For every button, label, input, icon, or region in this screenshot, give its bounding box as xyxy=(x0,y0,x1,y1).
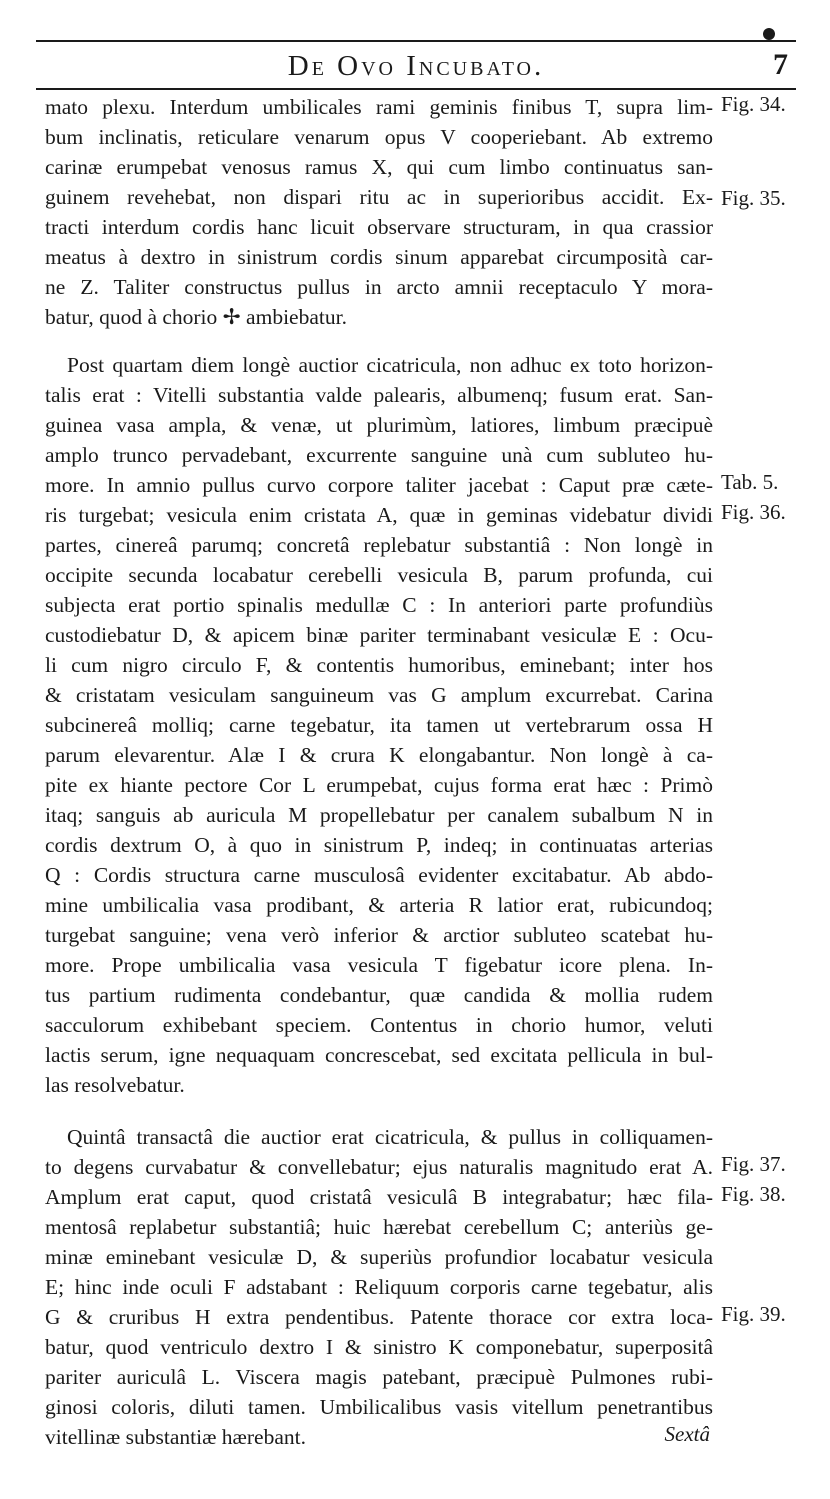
text-line: tus partium rudimenta condebantur, quæ candida & mollia rudem xyxy=(45,983,713,1007)
text-line: vitellinæ substantiæ hærebant. xyxy=(45,1425,306,1449)
text-line: partes, cinereâ parumq; concretâ replebatur substantiâ : Non longè in xyxy=(45,533,713,557)
text-line: meatus à dextro in sinistrum cordis sinum apparebat circumposità car- xyxy=(45,245,713,269)
text-line: ginosi coloris, diluti tamen. Umbilicalibus vasis vitellum penetrantibus xyxy=(45,1395,713,1419)
text-line: pite ex hiante pectore Cor L erumpebat, cujus forma erat hæc : Primò xyxy=(45,773,713,797)
text-line: parum elevarentur. Alæ I & crura K elongabantur. Non longè à ca- xyxy=(45,743,713,767)
margin-note-tab: Tab. 5. xyxy=(721,470,779,494)
header-rule-top xyxy=(36,40,796,42)
text-line: carinæ erumpebat venosus ramus X, qui cum limbo continuatus san- xyxy=(45,155,713,179)
text-line: guinea vasa ampla, & venæ, ut plurimùm, latiores, limbum præcipuè xyxy=(45,413,713,437)
margin-note-fig: Fig. 37. xyxy=(721,1152,786,1176)
text-line: Q : Cordis structura carne musculosâ evidenter excitabatur. Ab abdo- xyxy=(45,863,713,887)
text-line: minæ eminebant vesiculæ D, & superiùs profundior locabatur vesicula xyxy=(45,1245,713,1269)
text-line: amplo trunco pervadebant, excurrente sanguine unà cum subluteo hu- xyxy=(45,443,713,467)
text-line: more. Prope umbilicalia vasa vesicula T figebatur icore plena. In- xyxy=(45,953,713,977)
text-line: mentosâ replabetur substantiâ; huic hærebat cerebellum C; anteriùs ge- xyxy=(45,1215,713,1239)
text-line: more. In amnio pullus curvo corpore taliter jacebat : Caput præ cæte- xyxy=(45,473,713,497)
text-line: custodiebatur D, & apicem binæ pariter terminabant vesiculæ E : Ocu- xyxy=(45,623,713,647)
ink-blot xyxy=(763,28,775,40)
text-line: las resolvebatur. xyxy=(45,1073,185,1097)
margin-note-fig: Fig. 35. xyxy=(721,186,786,210)
text-line: pariter auriculâ L. Viscera magis patebant, præcipuè Pulmones rubi- xyxy=(45,1365,713,1389)
text-line: G & cruribus H extra pendentibus. Patente thorace cor extra loca- xyxy=(45,1305,713,1329)
text-line: itaq; sanguis ab auricula M propellebatur per canalem subalbum N in xyxy=(45,803,713,827)
text-line: guinem revehebat, non dispari ritu ac in superioribus accidit. Ex- xyxy=(45,185,713,209)
text-line: Quintâ transactâ die auctior erat cicatricula, & pullus in colliquamen- xyxy=(67,1125,713,1149)
margin-note-fig: Fig. 34. xyxy=(721,92,786,116)
text-line: bum inclinatis, reticulare venarum opus V cooperiebant. Ab extremo xyxy=(45,125,713,149)
text-line: tracti interdum cordis hanc licuit observare structuram, in qua crassior xyxy=(45,215,713,239)
text-line: mine umbilicalia vasa prodibant, & arteria R latior erat, rubicundoq; xyxy=(45,893,713,917)
page-number: 7 xyxy=(773,48,788,81)
catchword: Sextâ xyxy=(664,1422,710,1446)
text-line: batur, quod ventriculo dextro I & sinistro K componebatur, superpositâ xyxy=(45,1335,713,1359)
margin-note-fig: Fig. 38. xyxy=(721,1182,786,1206)
text-line: turgebat sanguine; vena verò inferior & arctior subluteo scatebat hu- xyxy=(45,923,713,947)
text-line: lactis serum, igne nequaquam concrescebat, sed excitata pellicula in bul- xyxy=(45,1043,713,1067)
text-line: & cristatam vesiculam sanguineum vas G amplum excurrebat. Carina xyxy=(45,683,713,707)
text-line: cordis dextrum O, à quo in sinistrum P, indeq; in continuatas arterias xyxy=(45,833,713,857)
running-title: De Ovo Incubato. xyxy=(287,50,545,82)
text-line: mato plexu. Interdum umbilicales rami geminis finibus T, supra lim- xyxy=(45,95,713,119)
text-line: batur, quod à chorio ✢ ambiebatur. xyxy=(45,305,347,329)
text-line: ne Z. Taliter constructus pullus in arcto amnii receptaculo Y mora- xyxy=(45,275,713,299)
header-rule-bottom xyxy=(36,88,796,90)
text-line: Post quartam diem longè auctior cicatricula, non adhuc ex toto horizon- xyxy=(67,353,713,377)
margin-note-fig: Fig. 36. xyxy=(721,500,786,524)
text-line: to degens curvabatur & convellebatur; ejus naturalis magnitudo erat A. xyxy=(45,1155,713,1179)
text-line: li cum nigro circulo F, & contentis humoribus, eminebant; inter hos xyxy=(45,653,713,677)
text-line: occipite secunda locabatur cerebelli vesicula B, parum profunda, cui xyxy=(45,563,713,587)
text-line: sacculorum exhibebant speciem. Contentus in chorio humor, veluti xyxy=(45,1013,713,1037)
margin-note-fig: Fig. 39. xyxy=(721,1302,786,1326)
text-line: E; hinc inde oculi F adstabant : Reliquum corporis carne tegebatur, alis xyxy=(45,1275,713,1299)
text-line: subcinereâ molliq; carne tegebatur, ita tamen ut vertebrarum ossa H xyxy=(45,713,713,737)
text-line: subjecta erat portio spinalis medullæ C : In anteriori parte profundiùs xyxy=(45,593,713,617)
running-header xyxy=(36,48,796,88)
text-line: ris turgebat; vesicula enim cristata A, quæ in geminas videbatur dividi xyxy=(45,503,713,527)
text-line: talis erat : Vitelli substantia valde palearis, albumenq; fusum erat. San- xyxy=(45,383,713,407)
text-line: Amplum erat caput, quod cristatâ vesiculâ B integrabatur; hæc fila- xyxy=(45,1185,713,1209)
